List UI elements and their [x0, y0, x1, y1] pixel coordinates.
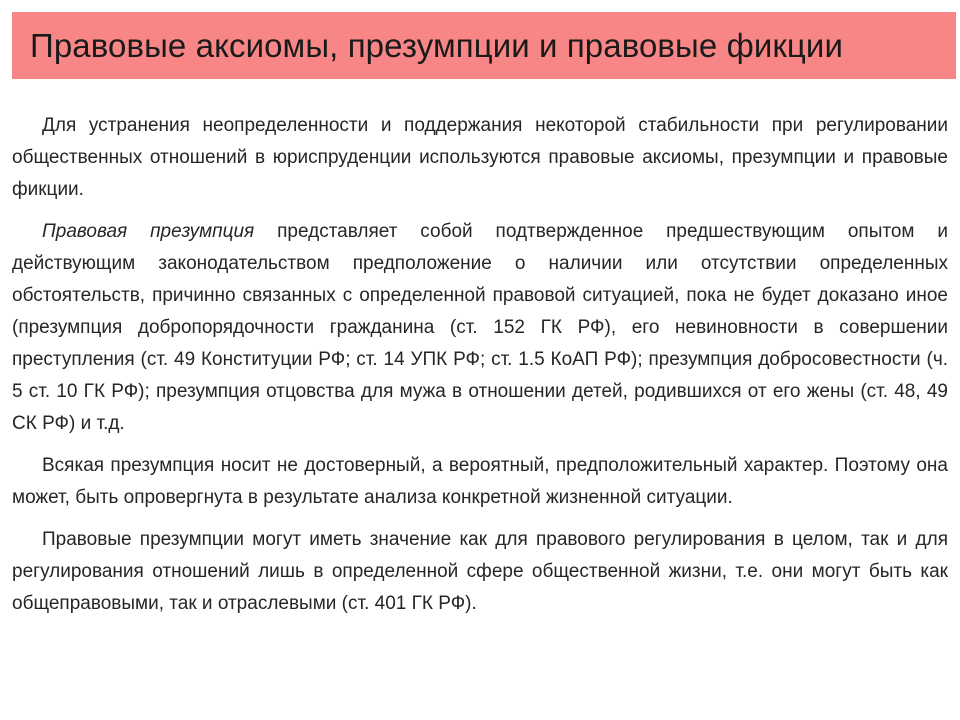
- slide-title: Правовые аксиомы, презумпции и правовые фикции: [30, 26, 843, 64]
- paragraph-2-lead-term: Правовая презумпция: [42, 221, 255, 242]
- paragraph-2: [12, 216, 948, 440]
- paragraph-1: Для устранения неопределенности и поддержания некоторой стабильности при регулировании общественных отношений в юриспруденции используются правовые аксиомы, презумпции и правовые фикции.: [12, 115, 948, 200]
- title-bar: [12, 12, 956, 79]
- slide-body: [12, 110, 948, 620]
- paragraph-4: Правовые презумпции могут иметь значение как для правового регулирования в целом, так и для регулирования отношений лишь в определенной сфере общественной жизни, т.е. они могут быть как общеправовыми, так и отраслевыми (ст. 401 ГК РФ).: [12, 529, 948, 614]
- paragraph-2-text: представляет собой подтвержденное предшествующим опытом и действующим законодательством предположение о наличии или отсутствии определенных обстоятельств, причинно связанных с определенной правовой ситуацией, пока не будет доказано иное (презумпция добропорядочности гражданина (ст. 152 ГК РФ), его невиновности в совершении преступления (ст. 49 Конституции РФ; ст. 14 УПК РФ; ст. 1.5 КоАП РФ); презумпция добросовестности (ч. 5 ст. 10 ГК РФ); презумпция отцовства для мужа в отношении детей, родившихся от его жены (ст. 48, 49 СК РФ) и т.д.: [12, 221, 948, 434]
- paragraph-3: Всякая презумпция носит не достоверный, а вероятный, предположительный характер. Поэтому она может, быть опровергнута в результате анализа конкретной жизненной ситуации.: [12, 455, 948, 508]
